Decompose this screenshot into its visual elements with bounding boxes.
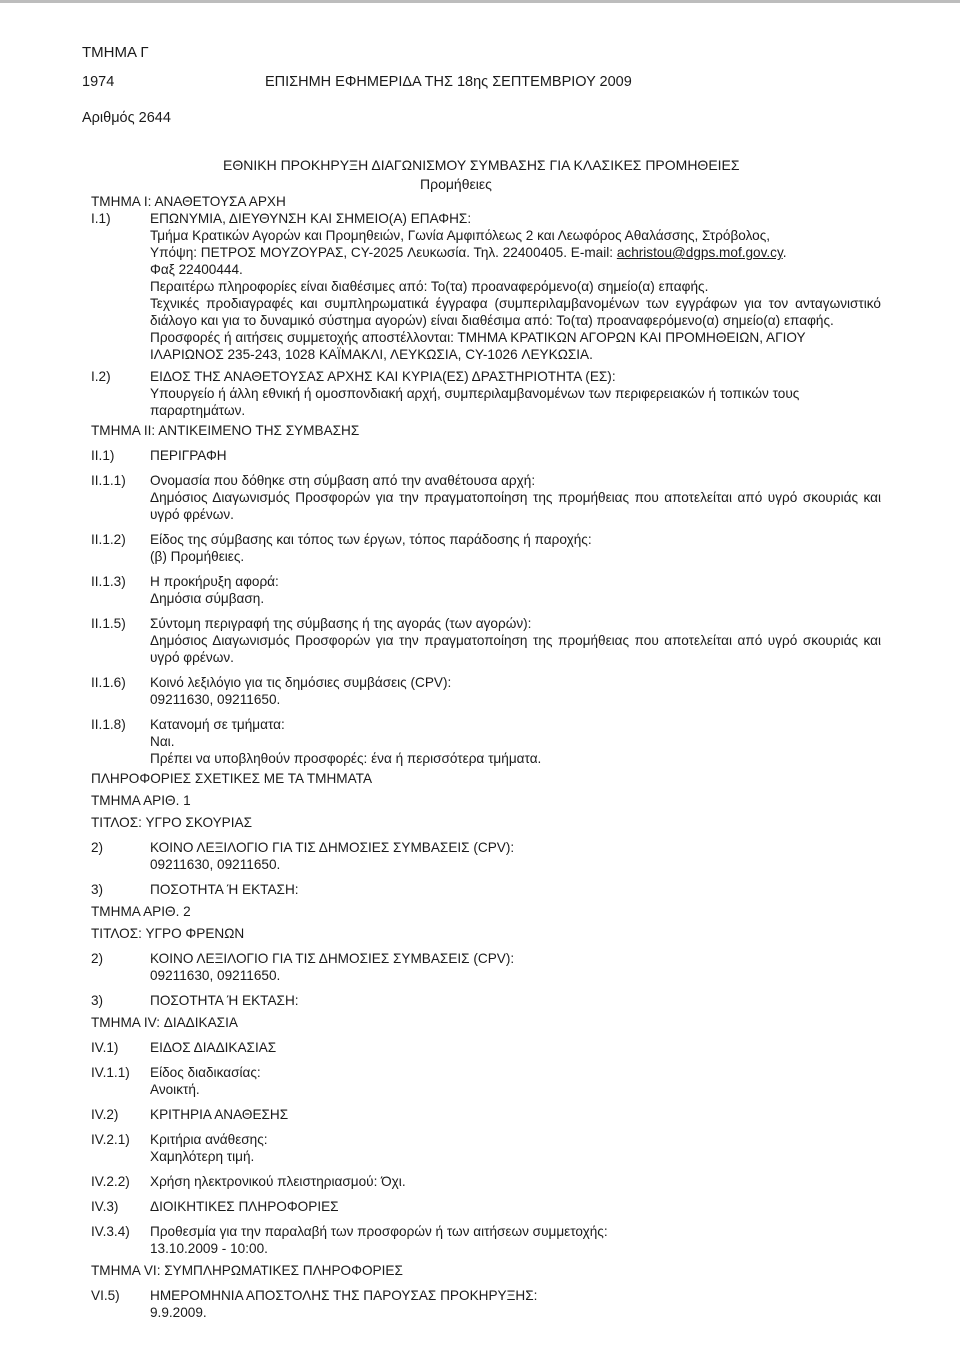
clause-iv22 xyxy=(91,1173,881,1190)
gazette-title: ΕΠΙΣΗΜΗ ΕΦΗΜΕΡΙΔΑ ΤΗΣ 18ης ΣΕΠΤΕΜΒΡΙΟΥ 2009 xyxy=(265,74,632,90)
clause-code: 3) xyxy=(91,882,104,897)
clause-iv2 xyxy=(91,1106,881,1123)
clause-title: ΚΟΙΝΟ ΛΕΞΙΛΟΓΙΟ ΓΙΑ ΤΙΣ ΔΗΜΟΣΙΕΣ ΣΥΜΒΑΣΕΙΣ (CPV): xyxy=(150,951,515,966)
clause-title: ΠΕΡΙΓΡΑΦΗ xyxy=(150,448,227,463)
section-heading: ΤΜΗΜΑ VI: ΣΥΜΠΛΗΡΩΜΑΤΙΚΕΣ ΠΛΗΡΟΦΟΡΙΕΣ xyxy=(91,1263,403,1278)
fax-line: Φαξ 22400444. xyxy=(150,262,243,277)
clause-text: 13.10.2009 - 10:00. xyxy=(150,1241,268,1256)
lot-number: ΤΜΗΜΑ ΑΡΙΘ. 1 xyxy=(91,793,191,808)
clause-content xyxy=(150,950,881,984)
clause-title: Προθεσμία για την παραλαβή των προσφορών ή των αιτήσεων συμμετοχής: xyxy=(150,1224,608,1239)
clause-code: ΙΙ.1.3) xyxy=(91,574,126,589)
clause-code: IV.3.4) xyxy=(91,1224,130,1239)
clause-iv21 xyxy=(91,1131,881,1165)
clause-iv11 xyxy=(91,1064,881,1098)
clause-code: IV.2) xyxy=(91,1107,119,1122)
address-line: Τμήμα Κρατικών Αγορών και Προμηθειών, Γωνία Αμφιπόλεως 2 και Λεωφόρος Αθαλάσσης, Στρόβολος, xyxy=(150,228,771,243)
clause-code: 2) xyxy=(91,840,104,855)
clause-text: 09211630, 09211650. xyxy=(150,857,281,872)
clause-code: ΙΙ.1.5) xyxy=(91,616,126,631)
clause-content xyxy=(150,531,881,565)
clause-text: 9.9.2009. xyxy=(150,1305,207,1320)
lot1-cpv xyxy=(91,839,881,873)
clause-content xyxy=(150,1287,881,1321)
clause-title: ΚΟΙΝΟ ΛΕΞΙΛΟΓΙΟ ΓΙΑ ΤΙΣ ΔΗΜΟΣΙΕΣ ΣΥΜΒΑΣΕΙΣ (CPV): xyxy=(150,840,515,855)
clause-ii16 xyxy=(91,674,881,708)
clause-ii12 xyxy=(91,531,881,565)
clause-vi5 xyxy=(91,1287,881,1321)
section-heading: ΤΜΗΜΑ Ι: ΑΝΑΘΕΤΟΥΣΑ ΑΡΧΗ xyxy=(91,194,286,209)
clause-title: ΠΟΣΟΤΗΤΑ Ή ΕΚΤΑΣΗ: xyxy=(150,993,299,1008)
clause-text: Υπουργείο ή άλλη εθνική ή ομοσπονδιακή αρχή, συμπεριλαμβανομένων των περιφερειακών ή τοπικών τους παραρτημάτων. xyxy=(150,386,800,418)
lot-number: ΤΜΗΜΑ ΑΡΙΘ. 2 xyxy=(91,904,191,919)
clause-text: 09211630, 09211650. xyxy=(150,968,281,983)
clause-code: IV.2.1) xyxy=(91,1132,130,1147)
lot1-quantity xyxy=(91,881,881,898)
clause-text: Χαμηλότερη τιμή. xyxy=(150,1149,255,1164)
clause-text: Ναι. xyxy=(150,734,175,749)
clause-content xyxy=(150,1131,881,1165)
clause-iv3 xyxy=(91,1198,881,1215)
clause-text: (β) Προμήθειες. xyxy=(150,549,245,564)
clause-content xyxy=(150,1223,881,1257)
clause-content xyxy=(150,472,881,523)
clause-text: Ανοικτή. xyxy=(150,1082,200,1097)
clause-text: Δημόσιος Διαγωνισμός Προσφορών για την πραγματοποίηση της προμήθειας που αποτελείται από υγρό σκουριάς και υγρό φρένων. xyxy=(150,633,881,665)
clause-title: ΕΙΔΟΣ ΤΗΣ ΑΝΑΘΕΤΟΥΣΑΣ ΑΡΧΗΣ ΚΑΙ ΚΥΡΙΑ(ΕΣ) ΔΡΑΣΤΗΡΙΟΤΗΤΑ (ΕΣ): xyxy=(150,369,616,384)
clause-code: IV.3) xyxy=(91,1199,119,1214)
clause-text: 09211630, 09211650. xyxy=(150,692,281,707)
clause-i1 xyxy=(91,210,881,363)
clause-content xyxy=(150,615,881,666)
contact-text: Υπόψη: ΠΕΤΡΟΣ ΜΟΥΖΟΥΡΑΣ, CY-2025 Λευκωσία. Τηλ. 22400405. E-mail: xyxy=(150,245,617,260)
lot2-cpv xyxy=(91,950,881,984)
clause-ii13 xyxy=(91,573,881,607)
section-heading: ΤΜΗΜΑ ΙΙ: ΑΝΤΙΚΕΙΜΕΝΟ ΤΗΣ ΣΥΜΒΑΣΗΣ xyxy=(91,423,360,438)
notice-number: Αριθμός 2644 xyxy=(82,110,171,126)
clause-ii1 xyxy=(91,447,881,464)
clause-title: ΠΟΣΟΤΗΤΑ Ή ΕΚΤΑΣΗ: xyxy=(150,882,299,897)
lot2-quantity xyxy=(91,992,881,1009)
contact-end: . xyxy=(782,245,787,260)
clause-title: Κριτήρια ανάθεσης: xyxy=(150,1132,268,1147)
clause-i2 xyxy=(91,368,881,419)
clause-content xyxy=(150,368,881,419)
offers-paragraph: Προσφορές ή αιτήσεις συμμετοχής αποστέλλονται: ΤΜΗΜΑ ΚΡΑΤΙΚΩΝ ΑΓΟΡΩΝ ΚΑΙ ΠΡΟΜΗΘΕΙΩΝ, ΑΓΙΟΥ ΙΛΑΡΙΩΝΟΣ 235-243, 1028 ΚΑΪΜΑΚΛΙ, ΛΕΥΚΩΣΙΑ, CY-1026 ΛΕΥΚΩΣΙΑ. xyxy=(150,330,806,362)
clause-title: Σύντομη περιγραφή της σύμβασης ή της αγοράς (των αγορών): xyxy=(150,616,532,631)
clause-content xyxy=(150,716,881,767)
clause-text: Πρέπει να υποβληθούν προσφορές: ένα ή περισσότερα τμήματα. xyxy=(150,751,542,766)
clause-title: ΗΜΕΡΟΜΗΝΙΑ ΑΠΟΣΤΟΛΗΣ ΤΗΣ ΠΑΡΟΥΣΑΣ ΠΡΟΚΗΡΥΞΗΣ: xyxy=(150,1288,538,1303)
clause-title: Κοινό λεξιλόγιο για τις δημόσιες συμβάσεις (CPV): xyxy=(150,675,452,690)
clause-ii11 xyxy=(91,472,881,523)
email-link[interactable]: achristou@dgps.mof.gov.cy xyxy=(616,245,783,260)
clause-content xyxy=(150,1064,881,1098)
clause-title: Κατανομή σε τμήματα: xyxy=(150,717,285,732)
clause-iv34 xyxy=(91,1223,881,1257)
clause-code: ΙΙ.1.8) xyxy=(91,717,126,732)
clause-code: Ι.1) xyxy=(91,211,111,226)
clause-title: Είδος της σύμβασης και τόπος των έργων, τόπος παράδοσης ή παροχής: xyxy=(150,532,592,547)
clause-title: Η προκήρυξη αφορά: xyxy=(150,574,279,589)
clause-code: IV.2.2) xyxy=(91,1174,130,1189)
clause-code: 3) xyxy=(91,993,104,1008)
clause-code: Ι.2) xyxy=(91,369,111,384)
clause-code: ΙΙ.1.2) xyxy=(91,532,126,547)
clause-code: 2) xyxy=(91,951,104,966)
section-heading: ΤΜΗΜΑ IV: ΔΙΑΔΙΚΑΣΙΑ xyxy=(91,1015,238,1030)
specs-paragraph: Τεχνικές προδιαγραφές και συμπληρωματικά έγγραφα (συμπεριλαμβανομένων των εγγράφων για τον ανταγωνιστικό διάλογο και για το δυναμικό σύστημα αγορών) είναι διαθέσιμα από: Το(τα) προαναφερόμενο(α) σημείο(α) επαφής. xyxy=(150,296,881,328)
clause-content xyxy=(150,210,881,363)
clause-content xyxy=(150,674,881,708)
section-label: ΤΜΗΜΑ Γ xyxy=(82,44,149,61)
lot-title: ΤΙΤΛΟΣ: ΥΓΡΟ ΦΡΕΝΩΝ xyxy=(91,926,245,941)
notice-title: ΕΘΝΙΚΗ ΠΡΟΚΗΡΥΞΗ ΔΙΑΓΩΝΙΣΜΟΥ ΣΥΜΒΑΣΗΣ ΓΙΑ ΚΛΑΣΙΚΕΣ ΠΡΟΜΗΘΕΙΕΣ xyxy=(223,157,740,173)
lot-title: ΤΙΤΛΟΣ: ΥΓΡΟ ΣΚΟΥΡΙΑΣ xyxy=(91,815,252,830)
info-line: Περαιτέρω πληροφορίες είναι διαθέσιμες από: Το(τα) προαναφερόμενο(α) σημείο(α) επαφής. xyxy=(150,279,709,294)
notice-body xyxy=(91,193,881,1321)
clause-content xyxy=(150,573,881,607)
clause-text: Δημόσια σύμβαση. xyxy=(150,591,265,606)
scan-top-edge xyxy=(0,0,960,3)
clause-title: ΕΠΩΝΥΜΙΑ, ΔΙΕΥΘΥΝΣΗ ΚΑΙ ΣΗΜΕΙΟ(Α) ΕΠΑΦΗΣ: xyxy=(150,211,472,226)
clause-code: IV.1.1) xyxy=(91,1065,130,1080)
clause-code: ΙΙ.1.1) xyxy=(91,473,126,488)
clause-title: Ονομασία που δόθηκε στη σύμβαση από την αναθέτουσα αρχή: xyxy=(150,473,536,488)
clause-code: IV.1) xyxy=(91,1040,119,1055)
clause-ii18 xyxy=(91,716,881,767)
clause-text: Δημόσιος Διαγωνισμός Προσφορών για την πραγματοποίηση της προμήθειας που αποτελείται από υγρό σκουριάς και υγρό φρένων. xyxy=(150,490,881,522)
clause-code: VI.5) xyxy=(91,1288,120,1303)
contact-line xyxy=(150,244,881,261)
clause-content xyxy=(150,839,881,873)
clause-title: ΕΙΔΟΣ ΔΙΑΔΙΚΑΣΙΑΣ xyxy=(150,1040,277,1055)
clause-code: ΙΙ.1.6) xyxy=(91,675,126,690)
clause-title: ΔΙΟΙΚΗΤΙΚΕΣ ΠΛΗΡΟΦΟΡΙΕΣ xyxy=(150,1199,339,1214)
notice-subtitle: Προμήθειες xyxy=(420,176,492,192)
page-number: 1974 xyxy=(82,74,115,90)
clause-iv1 xyxy=(91,1039,881,1056)
clause-title: ΚΡΙΤΗΡΙΑ ΑΝΑΘΕΣΗΣ xyxy=(150,1107,289,1122)
clause-code: ΙΙ.1) xyxy=(91,448,115,463)
clause-ii15 xyxy=(91,615,881,666)
clause-title: Είδος διαδικασίας: xyxy=(150,1065,261,1080)
section-heading: ΠΛΗΡΟΦΟΡΙΕΣ ΣΧΕΤΙΚΕΣ ΜΕ ΤΑ ΤΜΗΜΑΤΑ xyxy=(91,771,373,786)
clause-title: Χρήση ηλεκτρονικού πλειστηριασμού: Όχι. xyxy=(150,1174,406,1189)
